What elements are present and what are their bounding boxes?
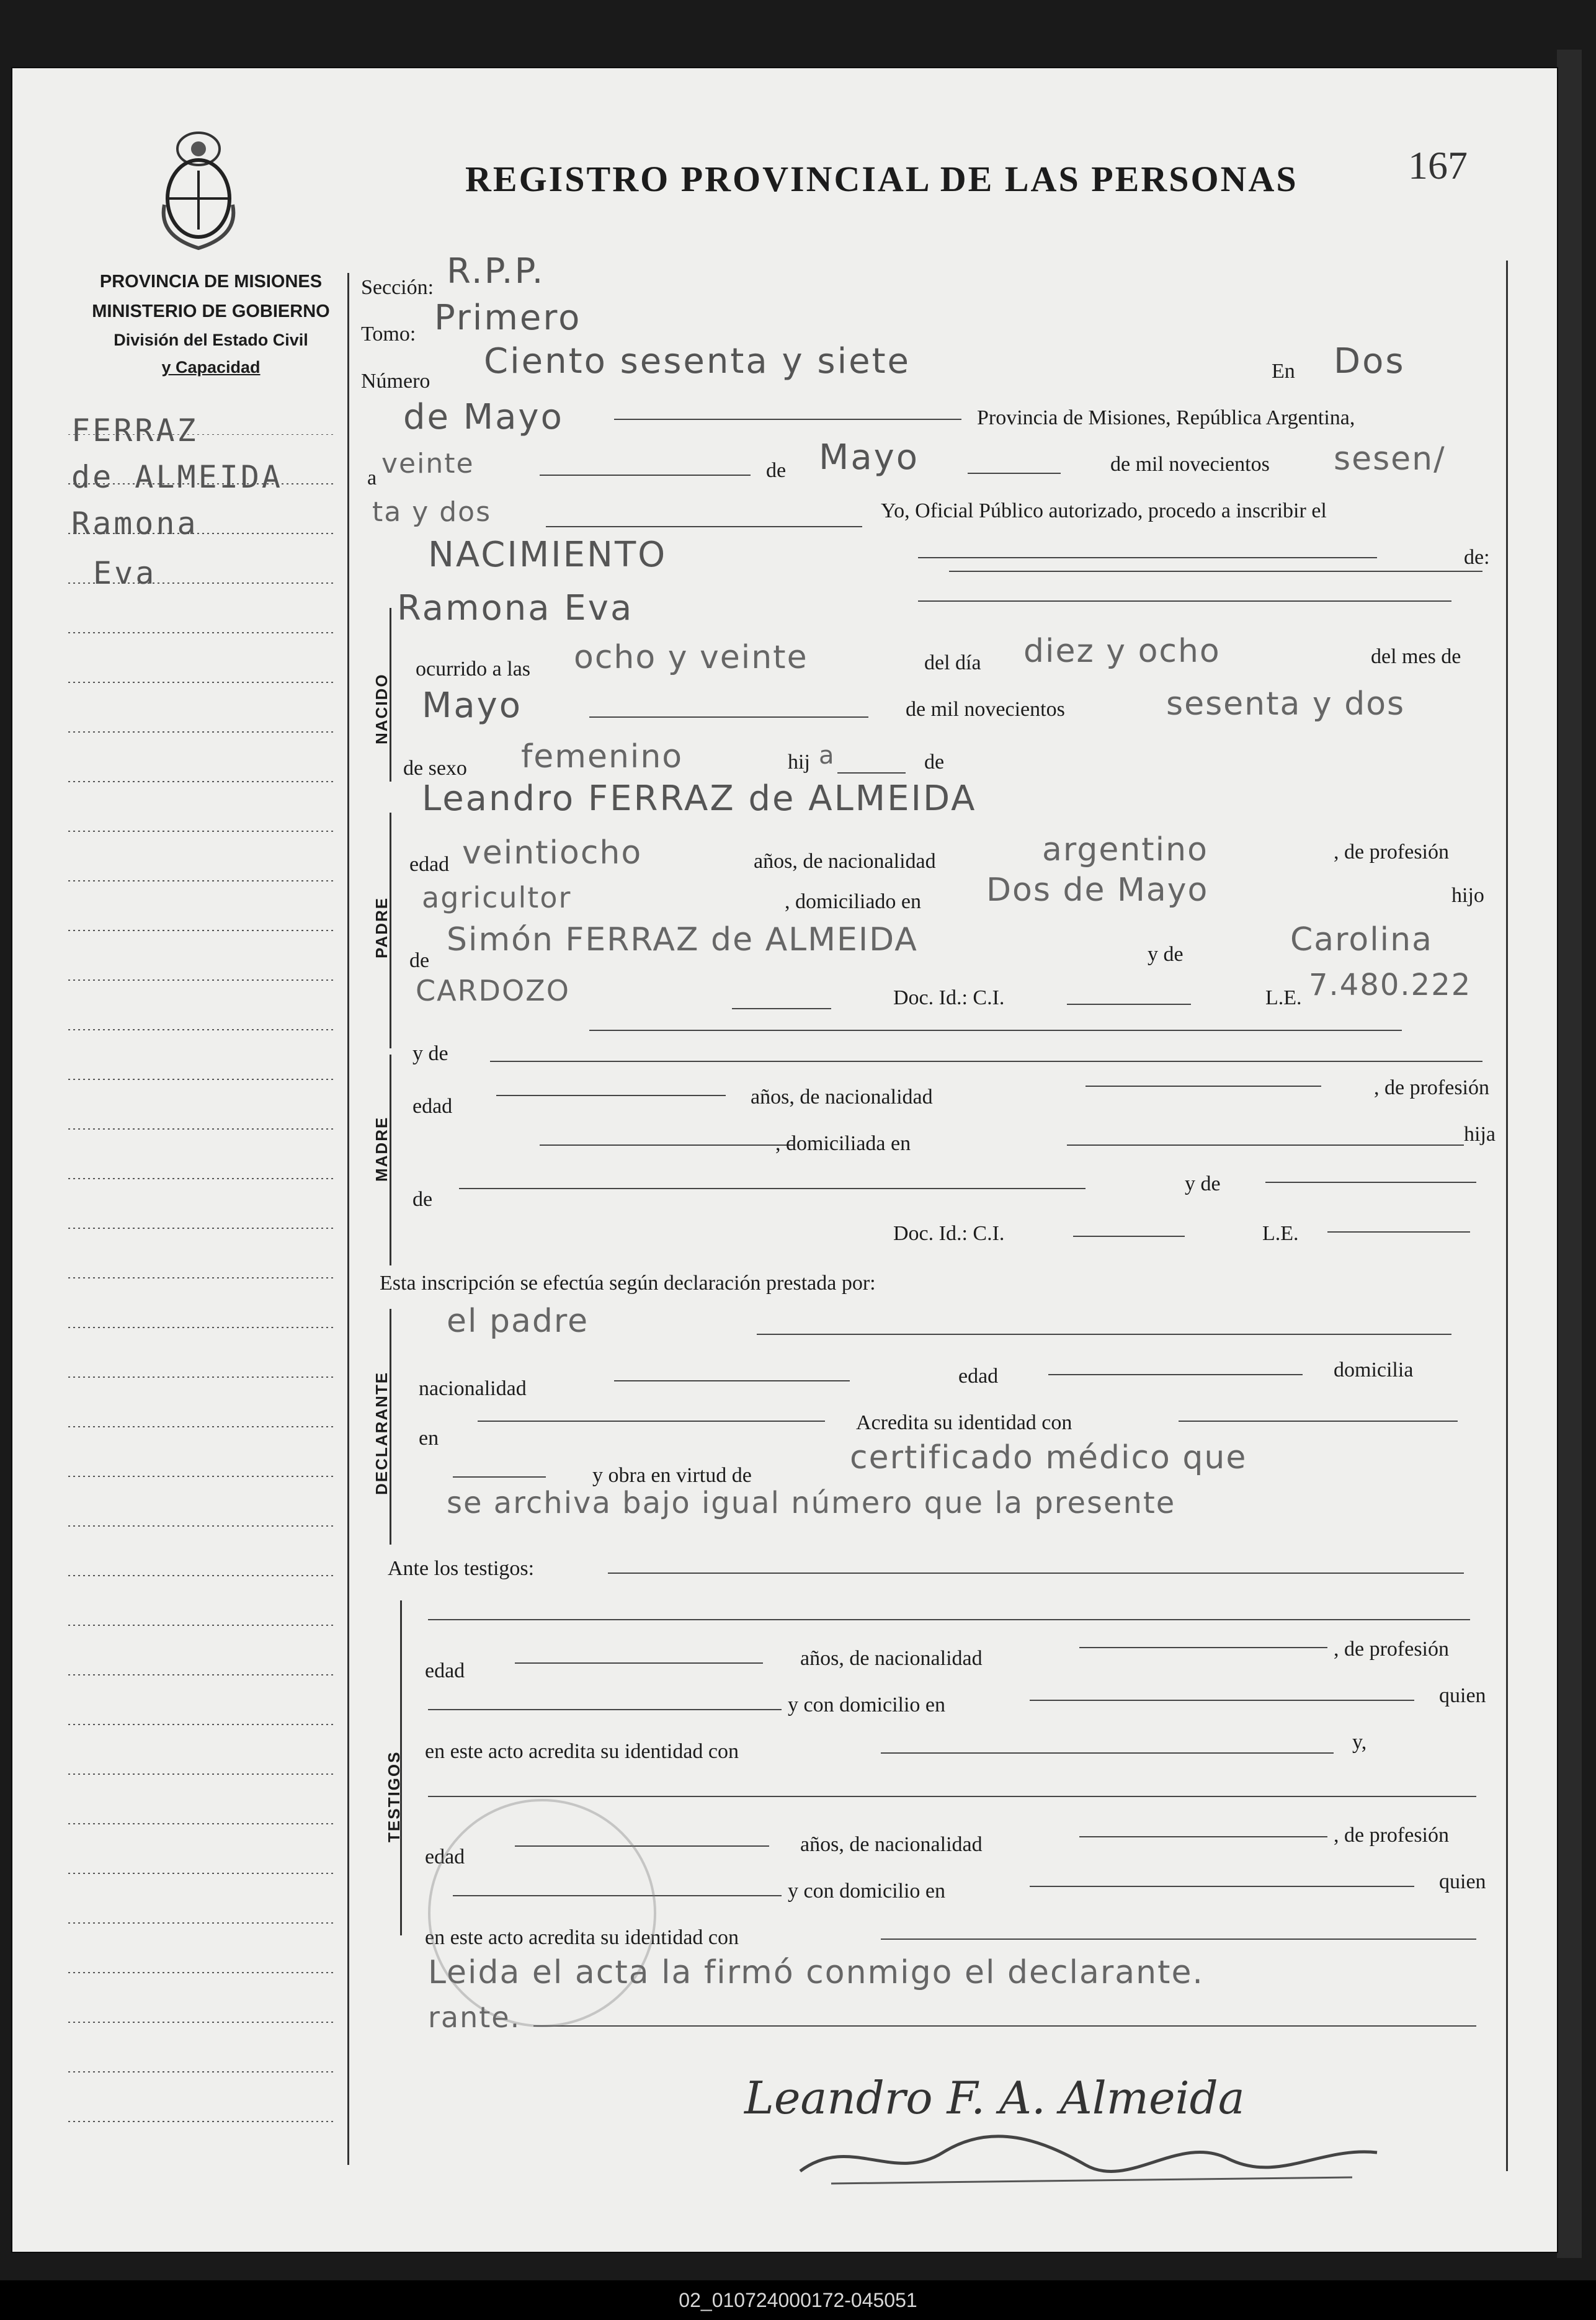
label-yo: Yo, Oficial Público autorizado, procedo a inscribir el xyxy=(881,499,1327,522)
label-acredita: Acredita su identidad con xyxy=(856,1411,1072,1434)
label-de: de xyxy=(766,459,787,482)
label-anos-nac: años, de nacionalidad xyxy=(754,850,936,873)
label-hija: hija xyxy=(1464,1123,1496,1146)
book-binding xyxy=(1557,50,1582,2258)
value-cierre-1: Leida el acta la firmó conmigo el declarante. xyxy=(428,1954,1204,1991)
label-de-2: de xyxy=(924,751,945,774)
label-hijo: hijo xyxy=(1451,884,1484,907)
value-seccion: R.P.P. xyxy=(447,251,545,292)
label-seccion: Sección: xyxy=(361,276,434,299)
official-stamp xyxy=(428,1799,656,2027)
label-anos-nac-2: años, de nacionalidad xyxy=(751,1086,933,1109)
value-a-dia: veinte xyxy=(381,448,475,480)
page-number: 167 xyxy=(1408,143,1468,187)
label-esta-inscripcion: Esta inscripción se efectúa según declaración prestada por: xyxy=(380,1272,876,1295)
label-provincia: Provincia de Misiones, República Argentina, xyxy=(977,406,1355,429)
value-sexo: femenino xyxy=(521,738,684,775)
value-de-mes: Mayo xyxy=(819,437,920,478)
section-nacido: NACIDO xyxy=(372,673,391,744)
label-numero: Número xyxy=(361,370,430,393)
argentine-coat-of-arms-icon xyxy=(158,130,239,251)
form-right-border xyxy=(1506,261,1508,2171)
label-nacionalidad: nacionalidad xyxy=(419,1377,527,1400)
label-hij: hij xyxy=(788,751,810,774)
value-en: Dos xyxy=(1334,341,1406,381)
signature-oficial xyxy=(794,2121,1389,2196)
label-t1-quien: quien xyxy=(1439,1684,1486,1707)
footer-file-id: 02_010724000172-045051 xyxy=(679,2289,917,2311)
institution-ministry: MINISTERIO DE GOBIERNO xyxy=(92,301,330,321)
label-t1-acredita: en este acto acredita su identidad con xyxy=(425,1740,739,1763)
label-ocurrido: ocurrido a las xyxy=(416,658,531,680)
label-doc-id: Doc. Id.: C.I. xyxy=(893,986,1005,1009)
page-title: REGISTRO PROVINCIAL DE LAS PERSONAS xyxy=(465,159,1298,199)
value-anio-1: sesen/ xyxy=(1334,440,1446,478)
section-testigos: TESTIGOS xyxy=(385,1751,403,1842)
label-t1-dom: y con domicilio en xyxy=(788,1693,946,1716)
label-domiciliada: , domiciliada en xyxy=(775,1132,911,1155)
institution-province: PROVINCIA DE MISIONES xyxy=(99,272,323,292)
label-y-de: y de xyxy=(1148,943,1184,966)
value-hora: ocho y veinte xyxy=(574,639,808,676)
institution-capacity: y Capacidad xyxy=(161,358,261,377)
label-t1-edad: edad xyxy=(425,1659,465,1682)
label-t2-anos: años, de nacionalidad xyxy=(800,1833,983,1856)
value-padre-le: 7.480.222 xyxy=(1309,968,1472,1002)
label-edad: edad xyxy=(409,853,450,876)
value-obra-2: se archiva bajo igual número que la presente xyxy=(447,1486,1176,1520)
value-abuela: Carolina xyxy=(1290,921,1433,958)
value-anio-2: ta y dos xyxy=(372,496,491,528)
value-padre-nac: argentino xyxy=(1042,831,1208,868)
value-anio-nac: sesenta y dos xyxy=(1166,685,1406,723)
label-t1-anos: años, de nacionalidad xyxy=(800,1647,983,1670)
label-le: L.E. xyxy=(1265,986,1302,1009)
section-padre: PADRE xyxy=(372,896,391,958)
label-doc-id-2: Doc. Id.: C.I. xyxy=(893,1222,1005,1245)
margin-surname: FERRAZ xyxy=(71,413,198,448)
label-en: En xyxy=(1272,360,1295,383)
label-y-de-3: y de xyxy=(1185,1172,1221,1195)
institution-block xyxy=(37,267,385,381)
value-padre-dom: Dos de Mayo xyxy=(986,872,1209,909)
value-declarante: el padre xyxy=(447,1303,589,1340)
label-a: a xyxy=(367,466,377,489)
label-t2-edad: edad xyxy=(425,1845,465,1868)
label-t2-prof: , de profesión xyxy=(1334,1824,1450,1847)
label-ante: Ante los testigos: xyxy=(388,1557,535,1580)
section-declarante: DECLARANTE xyxy=(372,1371,391,1495)
margin-given-name: Ramona xyxy=(71,506,198,542)
label-tomo: Tomo: xyxy=(361,323,416,346)
value-en-cont: de Mayo xyxy=(403,397,564,437)
value-obra-1: certificado médico que xyxy=(850,1439,1247,1476)
value-abuelo: Simón FERRAZ de ALMEIDA xyxy=(447,921,918,958)
label-edad-2: edad xyxy=(412,1095,453,1118)
label-t2-quien: quien xyxy=(1439,1870,1486,1893)
margin-surname-2: de ALMEIDA xyxy=(71,459,283,495)
value-padre-edad: veintiocho xyxy=(462,834,643,872)
label-t1-y: y, xyxy=(1352,1731,1367,1754)
section-madre: MADRE xyxy=(372,1116,391,1182)
value-padre-prof: agricultor xyxy=(422,881,572,914)
label-de-profesion-2: , de profesión xyxy=(1374,1076,1490,1099)
institution-division: División del Estado Civil xyxy=(114,331,308,349)
label-y-de-2: y de xyxy=(412,1042,448,1065)
margin-given-name-2: Eva xyxy=(93,555,157,591)
label-edad-3: edad xyxy=(958,1365,999,1388)
value-nombre: Ramona Eva xyxy=(397,588,634,628)
value-acto: NACIMIENTO xyxy=(428,535,667,575)
label-de-mil-2: de mil novecientos xyxy=(906,698,1065,721)
label-de-mil: de mil novecientos xyxy=(1110,453,1270,476)
value-numero: Ciento sesenta y siete xyxy=(484,341,911,381)
footer-bar xyxy=(0,2280,1596,2320)
label-domiciliado: , domiciliado en xyxy=(785,890,922,913)
signature-declarante: Leandro F. A. Almeida xyxy=(744,2072,1245,2124)
margin-ruled-lines xyxy=(68,434,335,2159)
label-t1-prof: , de profesión xyxy=(1334,1638,1450,1661)
label-le-2: L.E. xyxy=(1262,1222,1299,1245)
label-t2-acredita: en este acto acredita su identidad con xyxy=(425,1926,739,1949)
label-domicilia: domicilia xyxy=(1334,1359,1414,1381)
value-mes: Mayo xyxy=(422,685,523,726)
label-de-3: de xyxy=(409,949,430,972)
label-t2-dom: y con domicilio en xyxy=(788,1880,946,1903)
label-de-sexo: de sexo xyxy=(403,757,467,780)
label-y-obra: y obra en virtud de xyxy=(592,1464,752,1487)
label-de-colon: de: xyxy=(1464,546,1490,569)
value-hij-suffix: a xyxy=(819,741,836,770)
value-dia: diez y ocho xyxy=(1023,633,1221,670)
label-de-4: de xyxy=(412,1188,433,1211)
value-padre-nombre: Leandro FERRAZ de ALMEIDA xyxy=(422,779,977,819)
label-de-profesion: , de profesión xyxy=(1334,841,1450,863)
label-del-dia: del día xyxy=(924,651,981,674)
label-del-mes: del mes de xyxy=(1371,645,1461,668)
label-en-2: en xyxy=(419,1427,439,1450)
value-cierre-2: rante. xyxy=(428,2001,521,2034)
value-abuela-2: CARDOZO xyxy=(416,974,570,1007)
value-tomo: Primero xyxy=(434,298,582,338)
